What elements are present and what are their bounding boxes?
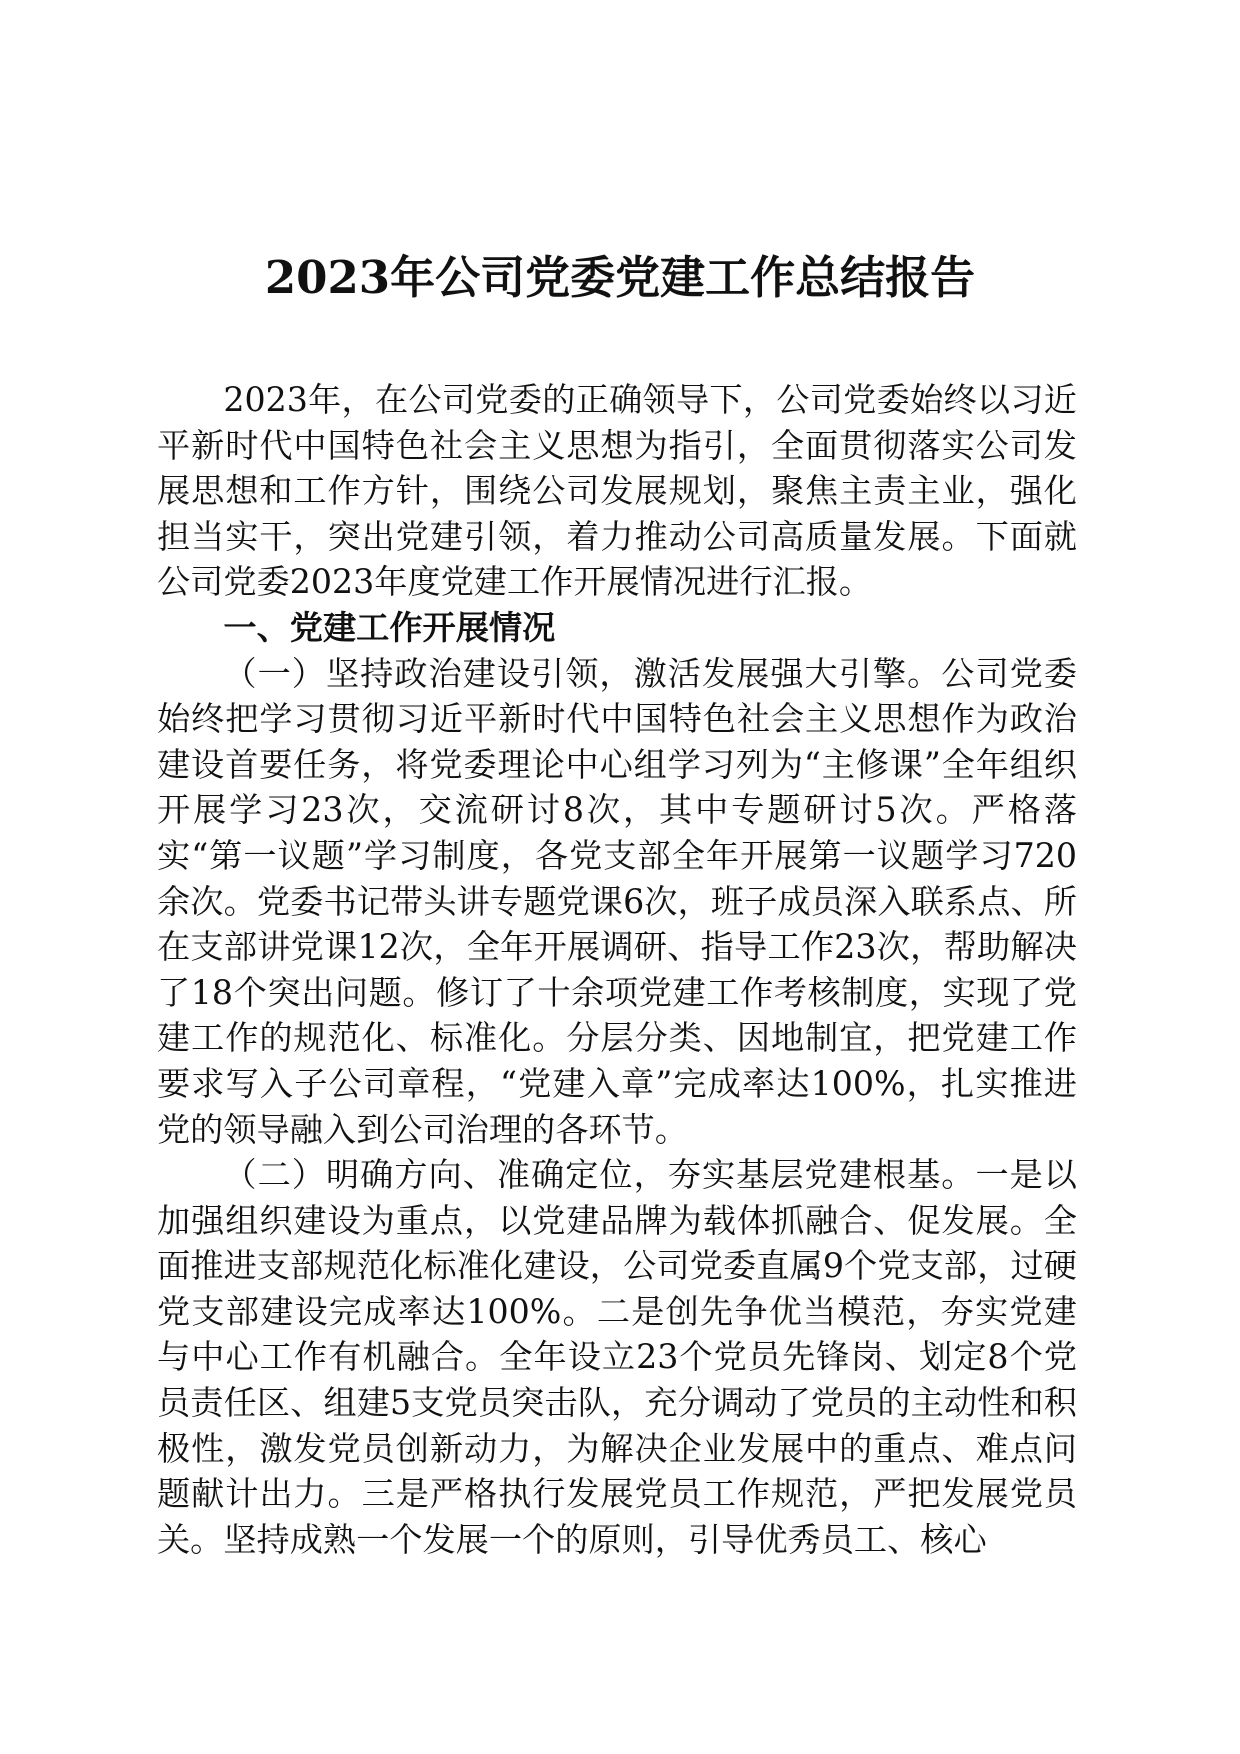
section-paragraph-2: （二）明确方向、准确定位，夯实基层党建根基。一是以加强组织建设为重点，以党建品牌为载体抓融合、促发展。全面推进支部规范化标准化建设，公司党委直属9个党支部，过硬党支部建设完成率达100%。二是创先争优当模范，夯实党建与中心工作有机融合。全年设立23个党员先锋岗、划定8个党员责任区、组建5支党员突击队，充分调动了党员的主动性和积极性，激发党员创新动力，为解决企业发展中的重点、难点问题献计出力。三是严格执行发展党员工作规范，严把发展党员关。坚持成熟一个发展一个的原则，引导优秀员工、核心 (157, 1155, 1077, 1559)
document-body (157, 377, 1077, 1562)
document-title: 2023年公司党委党建工作总结报告 (264, 251, 976, 304)
intro-paragraph: 2023年，在公司党委的正确领导下，公司党委始终以习近平新时代中国特色社会主义思想为指引，全面贯彻落实公司发展思想和工作方针，围绕公司发展规划，聚焦主责主业，强化担当实干，突出党建引领，着力推动公司高质量发展。下面就公司党委2023年度党建工作开展情况进行汇报。 (157, 380, 1077, 602)
section-heading: 一、党建工作开展情况 (223, 607, 556, 647)
section-paragraph-1: （一）坚持政治建设引领，激活发展强大引擎。公司党委始终把学习贯彻习近平新时代中国特色社会主义思想作为政治建设首要任务，将党委理论中心组学习列为“主修课”全年组织开展学习23次，交流研讨8次，其中专题研讨5次。严格落实“第一议题”学习制度，各党支部全年开展第一议题学习720余次。党委书记带头讲专题党课6次，班子成员深入联系点、所在支部讲党课12次，全年开展调研、指导工作23次，帮助解决了18个突出问题。修订了十余项党建工作考核制度，实现了党建工作的规范化、标准化。分层分类、因地制宜，把党建工作要求写入子公司章程，“党建入章”完成率达100%，扎实推进党的领导融入到公司治理的各环节。 (157, 653, 1077, 1149)
